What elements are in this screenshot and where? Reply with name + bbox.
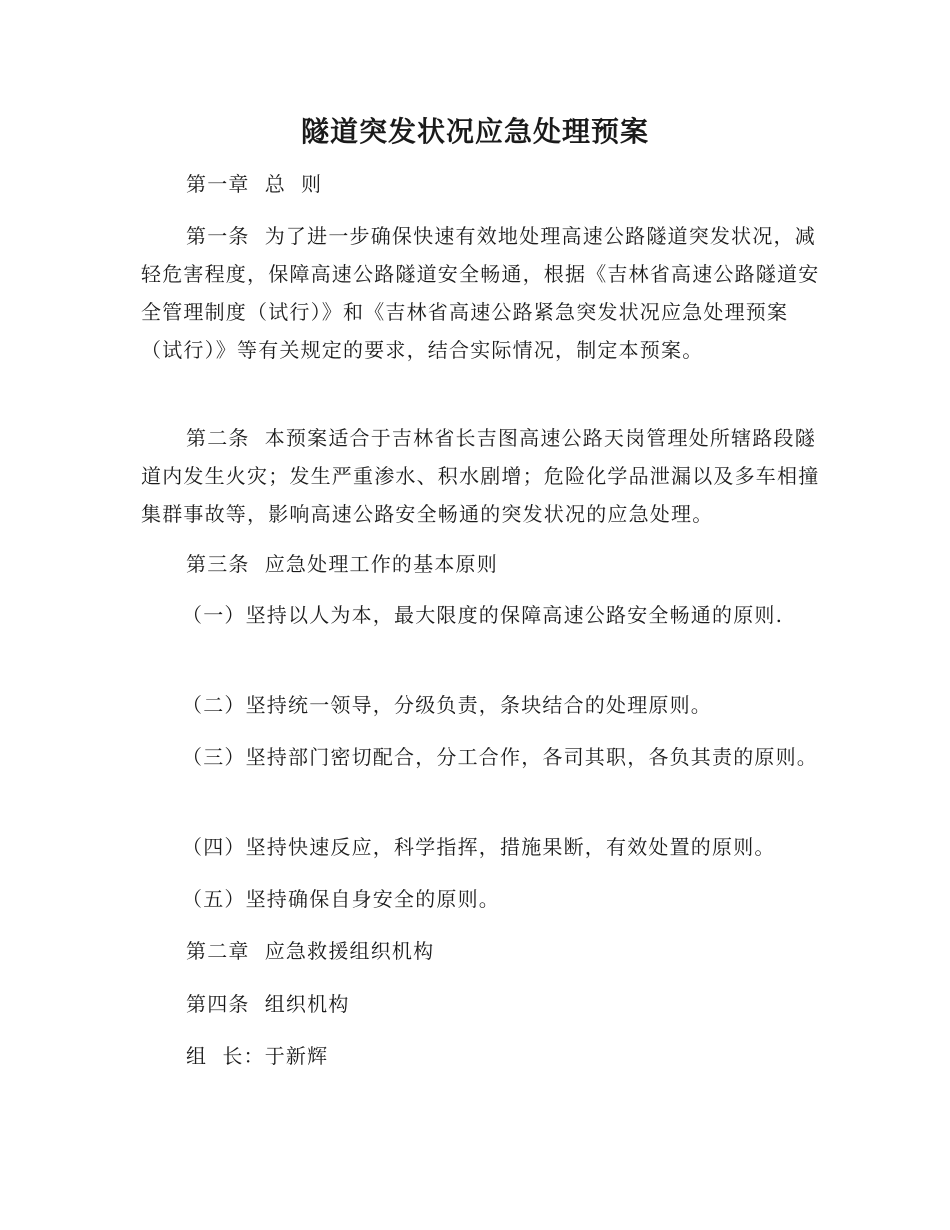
principle-5-paragraph: （五）坚持确保自身安全的原则。 — [182, 887, 500, 911]
article-2-paragraph: 第二条 本预案适合于吉林省长吉图高速公路天岗管理处所辖路段隧道内发生火灾；发生严重渗水、积水剧增；危险化学品泄漏以及多车相撞集群事故等，影响高速公路安全畅通的突发状况的应急处理。 — [141, 426, 820, 526]
chapter-2-heading: 第二章 应急救援组织机构 — [186, 939, 435, 963]
principle-4-paragraph: （四）坚持快速反应，科学指挥，措施果断，有效处置的原则。 — [182, 835, 776, 859]
team-leader-line: 组 长：于新辉 — [186, 1044, 329, 1068]
article-3-heading: 第三条 应急处理工作的基本原则 — [186, 552, 498, 576]
principle-1-paragraph: （一）坚持以人为本，最大限度的保障高速公路安全畅通的原则. — [182, 603, 784, 627]
article-4-heading: 第四条 组织机构 — [186, 992, 350, 1016]
principle-2-paragraph: （二）坚持统一领导，分级负责，条块结合的处理原则。 — [182, 693, 712, 717]
chapter-1-heading: 第一章 总 则 — [186, 172, 323, 196]
document-title: 隧道突发状况应急处理预案 — [300, 115, 649, 148]
article-1-paragraph: 第一条 为了进一步确保快速有效地处理高速公路隧道突发状况，减轻危害程度，保障高速公路隧道安全畅通，根据《吉林省高速公路隧道安全管理制度（试行）》和《吉林省高速公路紧急突发状况应急处理预案（试行）》等有关规定的要求，结合实际情况，制定本预案。 — [141, 224, 820, 362]
principle-3-paragraph: （三）坚持部门密切配合，分工合作，各司其职，各负其责的原则。 — [182, 745, 818, 769]
